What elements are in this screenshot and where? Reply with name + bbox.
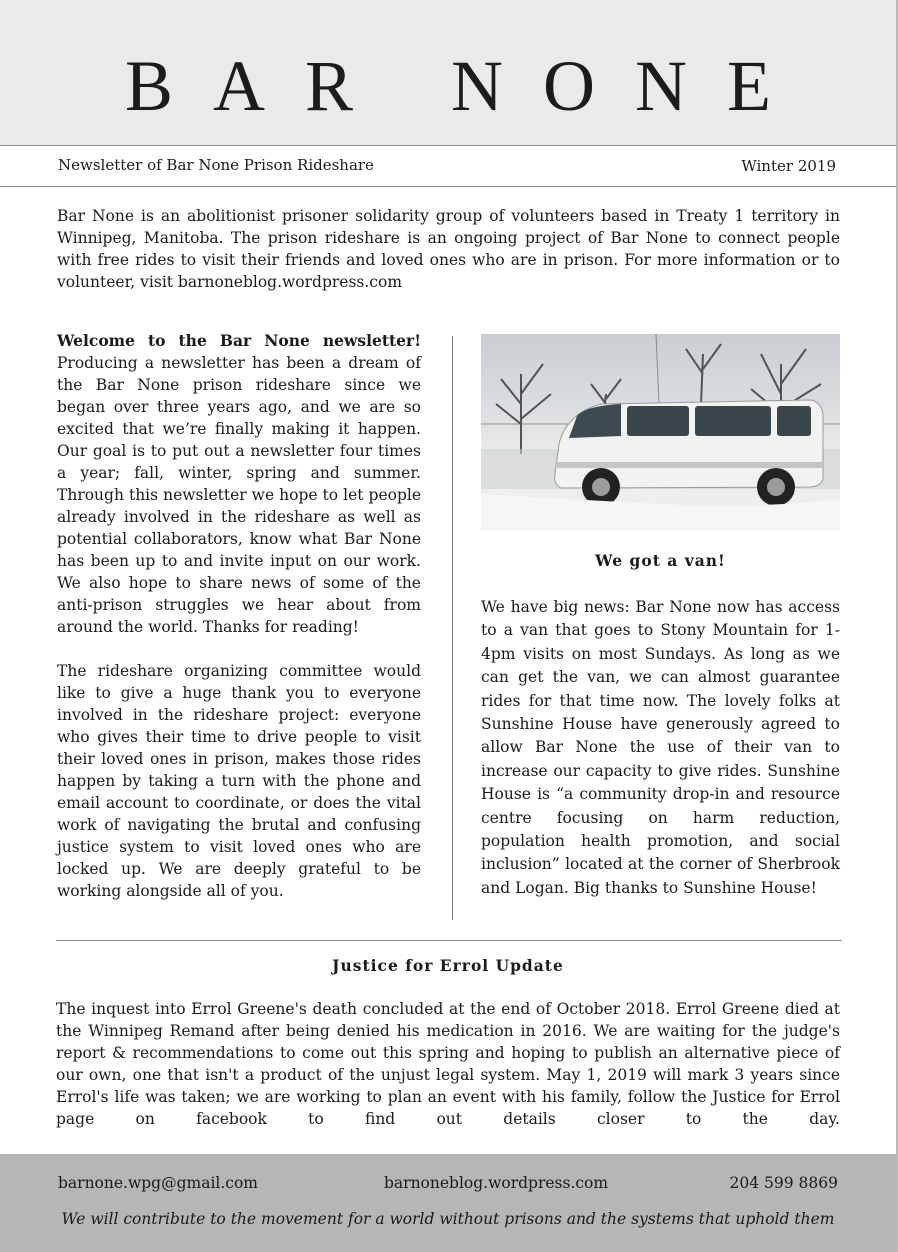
footer-website[interactable]: barnoneblog.wordpress.com xyxy=(384,1174,609,1192)
van-column xyxy=(481,334,840,900)
thank-you-paragraph: The rideshare organizing committee would like to give a huge thank you to everyone involved in the rideshare project: everyone who gives their time to drive people to visit their loved ones in prison, makes those rides happen by taking a turn with the phone and email account to coordinate, or does the vital work of navigating the brutal and confusing justice system to visit loved ones who are locked up. We are deeply grateful to be working alongside all of you. xyxy=(57,662,421,900)
welcome-heading: Welcome to the Bar None newsletter! xyxy=(57,331,421,350)
van-article: We have big news: Bar None now has access to a van that goes to Stony Mountain for 1-4pm visits on most Sundays. As long as we can get the van, we can almost guarantee rides for that time now. The lovely folks at Sunshine House have generously agreed to allow Bar None the use of their van to increase our capacity to give rides. Sunshine House is “a community drop-in and resource centre focusing on harm reduction, population health promotion, and social inclusion” located at the corner of Sherbrook and Logan. Big thanks to Sunshine House! xyxy=(481,598,840,897)
welcome-column xyxy=(57,330,421,924)
errol-section-body: The inquest into Errol Greene's death concluded at the end of October 2018. Errol Greene died at the Winnipeg Remand after being denied his medication in 2016. We are waiting for the judge's report & recommendations to come out this spring and hoping to publish an alternative piece of our own, one that isn't a product of the unjust legal system. May 1, 2019 will mark 3 years since Errol's life was taken; we are working to plan an event with his family, follow the Justice for Errol page on facebook to find out details closer to the day. xyxy=(56,1000,840,1128)
issue-date: Winter 2019 xyxy=(741,157,836,175)
masthead-title: BAR NONE xyxy=(124,46,811,126)
welcome-paragraph xyxy=(57,330,421,638)
masthead xyxy=(0,0,896,146)
footer-phone: 204 599 8869 xyxy=(729,1174,838,1192)
van-caption: We got a van! xyxy=(595,551,726,570)
intro-paragraph: Bar None is an abolitionist prisoner solidarity group of volunteers based in Treaty 1 territory in Winnipeg, Manitoba. The prison rideshare is an ongoing project of Bar None to connect people with free rides to visit their friends and loved ones who are in prison. For more information or to volunteer, visit barnoneblog.wordpress.com xyxy=(57,207,840,291)
subhead-bar xyxy=(0,146,896,187)
van-photo xyxy=(481,334,840,531)
footer-motto: We will contribute to the movement for a world without prisons and the systems that uphold them xyxy=(61,1210,835,1228)
publication-name: Newsletter of Bar None Prison Rideshare xyxy=(58,156,374,174)
footer xyxy=(0,1154,896,1252)
footer-email[interactable]: barnone.wpg@gmail.com xyxy=(58,1174,258,1192)
section-divider xyxy=(56,940,842,941)
errol-section-title: Justice for Errol Update xyxy=(332,956,564,975)
welcome-text: Producing a newsletter has been a dream of the Bar None prison rideshare since we began over three years ago, and we are so excited that we’re finally making it happen. Our goal is to put out a newsletter four times a year; fall, winter, spring and summer. Through this newsletter we hope to let people already involved in the rideshare as well as potential collaborators, know what Bar None has been up to and invite input on our work. We also hope to share news of some of the anti-prison struggles we hear about from around the world. Thanks for reading! xyxy=(57,354,421,636)
column-divider xyxy=(452,336,453,920)
